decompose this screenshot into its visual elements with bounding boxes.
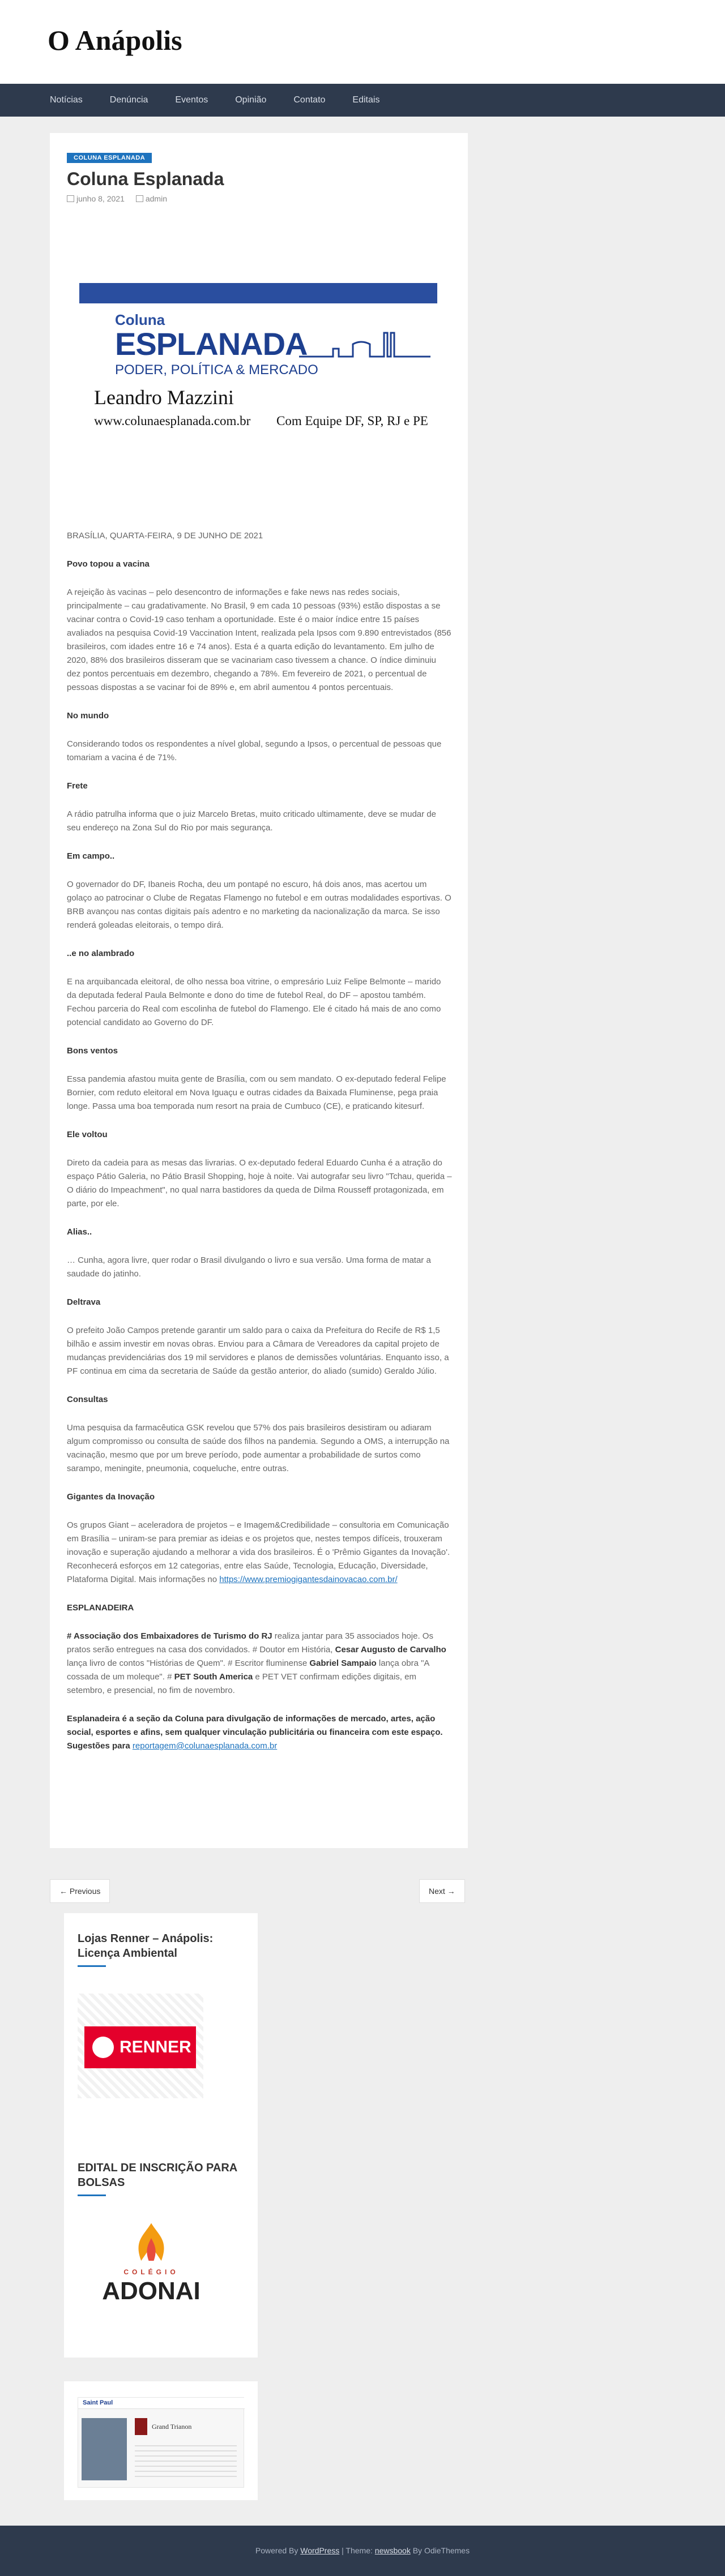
- section-text: Considerando todos os respondentes a nível global, segundo a Ipsos, o percentual de pessoas que tomariam a vacina é de 71%.: [67, 739, 442, 762]
- main-nav: [0, 84, 725, 117]
- widget-title: EDITAL DE INSCRIÇÃO PARA BOLSAS: [78, 2162, 237, 2189]
- banner-site: www.colunaesplanada.com.br: [94, 414, 251, 428]
- post-meta: [67, 194, 167, 203]
- section-text: E na arquibancada eleitoral, de olho nessa boa vitrine, o empresário Luiz Felipe Belmonte – marido da deputada federal Paula Belmonte e dono do time de futebol Real, do DF – apostou também. Fechou parceria do Real com escolinha de futebol do Flamengo. Ele é citado há mais de ano como potencial candidato ao Governo do DF.: [67, 977, 441, 1027]
- flame-icon: [126, 2221, 177, 2266]
- banner-coluna: Coluna: [115, 311, 165, 328]
- wordpress-link[interactable]: WordPress: [300, 2546, 340, 2555]
- dateline: BRASÍLIA, QUARTA-FEIRA, 9 DE JUNHO DE 2021: [67, 531, 263, 541]
- esplanadeira-text: # Associação dos Embaixadores de Turismo do RJ realiza jantar para 35 associados hoje. Os pratos serão entregues na casa dos convidados. # Doutor em História, Cesar Augusto de Carvalho lança livro de contos "Histórias de Quem". # Escritor fluminense Gabriel Sampaio lança obra "A cossada de um moleque". # PET South America e PET VET confirmam edições digitais, em setembro, e presencial, no fim de novembro.: [67, 1631, 446, 1695]
- section-heading: Ele voltou: [67, 1130, 108, 1139]
- nav-item-1[interactable]: Denúncia: [109, 95, 148, 105]
- banner-team: Com Equipe DF, SP, RJ e PE: [276, 414, 428, 428]
- calendar-icon: [67, 195, 74, 202]
- email-link[interactable]: reportagem@colunaesplanada.com.br: [132, 1741, 278, 1751]
- section-text: … Cunha, agora livre, quer rodar o Brasil divulgando o livro e sua versão. Uma forma de matar a saudade do jatinho.: [67, 1255, 431, 1279]
- saint-paul-ad[interactable]: Saint Paul Grand Trianon: [78, 2397, 244, 2488]
- section-heading: Frete: [67, 781, 88, 791]
- section-link[interactable]: https://www.premiogigantesdainovacao.com.br/: [219, 1575, 398, 1584]
- section-heading: Consultas: [67, 1395, 108, 1404]
- section-heading: Deltrava: [67, 1297, 101, 1307]
- section-text: Essa pandemia afastou muita gente de Brasília, com ou sem mandato. O ex-deputado federal Felipe Bornier, com reduto eleitoral em Nova Iguaçu e outras cidades da Baixada Fluminense, pega praia longe. Passa uma boa temporada num resort na praia de Cumbuco (CE), e praticando kitesurf.: [67, 1074, 446, 1111]
- nav-item-2[interactable]: Eventos: [175, 95, 208, 105]
- section-heading: Povo topou a vacina: [67, 559, 150, 569]
- post-title: Coluna Esplanada: [67, 169, 224, 189]
- esplanadeira-closing: Esplanadeira é a seção da Coluna para divulgação de informações de mercado, artes, ação social, esportes e afins, sem qualquer vinculação publicitária ou financeira com este espaço. Sugestões para reportagem@colunaesplanada.com.br: [67, 1714, 443, 1751]
- section-text: A rádio patrulha informa que o juiz Marcelo Bretas, muito criticado ultimamente, deve se mudar de seu endereço na Zona Sul do Rio por mais segurança.: [67, 809, 436, 833]
- widget-renner: [64, 1913, 258, 2148]
- section-heading: Gigantes da Inovação: [67, 1492, 155, 1502]
- post-body: [67, 529, 452, 1768]
- banner-esplanada: ESPLANADA: [115, 326, 308, 362]
- section-heading: Em campo..: [67, 851, 115, 861]
- previous-button[interactable]: ← Previous: [50, 1879, 110, 1903]
- banner-author-name: Leandro Mazzini: [94, 386, 234, 409]
- banner-tagline: PODER, POLÍTICA & MERCADO: [115, 362, 318, 378]
- nav-item-0[interactable]: Notícias: [50, 95, 83, 105]
- widget-saint-paul: [64, 2381, 258, 2500]
- adonai-ad[interactable]: COLÉGIO ADONAI: [78, 2216, 225, 2341]
- theme-link[interactable]: newsbook: [374, 2546, 411, 2555]
- widget-edital: [64, 2142, 258, 2358]
- section-text: A rejeição às vacinas – pelo desencontro de informações e fake news nas redes sociais, principalmente – cau gradativamente. No Brasil, 9 em cada 10 pessoas (93%) estão dispostas a se vacinar contra o Covid-19 caso tenham a oportunidade. Este é o maior índice entre 15 países avaliados na pesquisa Covid-19 Vaccination Intent, realizada pela Ipsos com 9.890 entrevistados (856 brasileiros, com idades entre 16 e 74 anos). Esta é a quarta edição do levantamento. Em julho de 2020, 88% dos brasileiros disseram que se vacinariam caso tivessem a chance. O índice diminuiu dez pontos percentuais em dezembro, chegando a 78%. Em fevereiro de 2021, o percentual de pessoas dispostas a se vacinar foi de 89% e, em abril aumentou 4 pontos percentuais.: [67, 588, 451, 692]
- site-logo[interactable]: O Anápolis: [48, 24, 182, 56]
- banner-blue-bar: [79, 283, 437, 303]
- nav-item-3[interactable]: Opinião: [235, 95, 267, 105]
- section-heading: ESPLANADEIRA: [67, 1603, 134, 1613]
- section-text: Os grupos Giant – aceleradora de projetos – e Imagem&Credibilidade – consultoria em Comunicação em Brasília – uniram-se para premiar as ideias e os projetos que, nestes tempos difíceis, trouxeram inovação e superação ajudando a melhorar a vida dos brasileiros. É o 'Prêmio Gigantes da Inovação'. Reconhecerá esforços em 12 categorias, entre elas Saúde, Tecnologia, Educação, Diversidade, Plataforma Digital. Mais informações no https://www.premiogigantesdainovacao.com.br/: [67, 1520, 450, 1584]
- nav-item-5[interactable]: Editais: [352, 95, 380, 105]
- skyline-icon: [299, 327, 430, 361]
- renner-ad[interactable]: RENNER: [78, 1994, 203, 2098]
- category-badge[interactable]: COLUNA ESPLANADA: [67, 153, 152, 163]
- section-text: O prefeito João Campos pretende garantir um saldo para o caixa da Prefeitura do Recife de R$ 1,5 bilhão e assim investir em novas obras. Enviou para a Câmara de Vereadores da capital projeto de mudanças previdenciárias dos 19 mil servidores e planos de demissões voluntárias. Enquanto isso, a PF continua em cima da secretaria de Saúde da gestão anterior, do aliado (sumido) Geraldo Júlio.: [67, 1326, 449, 1376]
- post-date[interactable]: junho 8, 2021: [67, 194, 125, 203]
- widget-title: Lojas Renner – Anápolis: Licença Ambiental: [78, 1932, 214, 1960]
- section-text: Direto da cadeia para as mesas das livrarias. O ex-deputado federal Eduardo Cunha é a atração do espaço Pátio Galeria, no Pátio Brasil Shopping, hoje à noite. Vai autografar seu livro "Tchau, querida – O diário do Impeachment", no qual narra bastidores da queda de Dilma Rousseff protagonizada, em parte, por ele.: [67, 1158, 452, 1208]
- section-heading: No mundo: [67, 711, 109, 721]
- section-text: Uma pesquisa da farmacêutica GSK revelou que 57% dos pais brasileiros desistiram ou adiaram algum compromisso ou consulta de saúde dos filhos na pandemia. Segundo a OMS, a interrupção na vacinação, mesmo que por um breve período, pode aumentar a probabilidade de surtos como sarampo, meningite, pneumonia, coqueluche, entre outras.: [67, 1423, 450, 1473]
- section-heading: Alias..: [67, 1227, 92, 1237]
- section-heading: ..e no alambrado: [67, 949, 135, 958]
- section-text: O governador do DF, Ibaneis Rocha, deu um pontapé no escuro, há dois anos, mas acertou um golaço ao patrocinar o Clube de Regatas Flamengo no futebol e em outras modalidades esportivas. O BRB avançou nas contas digitais país adentro e no marketing da nacionalização da marca. Se isso renderá goleadas eleitorais, o tempo dirá.: [67, 880, 451, 930]
- nav-item-4[interactable]: Contato: [293, 95, 326, 105]
- site-header: [0, 0, 725, 84]
- column-banner-image: [67, 224, 451, 461]
- site-footer: Powered By WordPress | Theme: newsbook By OdieThemes: [0, 2526, 725, 2576]
- post-article: [50, 133, 468, 1848]
- next-button[interactable]: Next →: [419, 1879, 465, 1903]
- section-heading: Bons ventos: [67, 1046, 118, 1056]
- post-author[interactable]: admin: [136, 194, 167, 203]
- user-icon: [136, 195, 143, 202]
- renner-logo-icon: [92, 2037, 114, 2058]
